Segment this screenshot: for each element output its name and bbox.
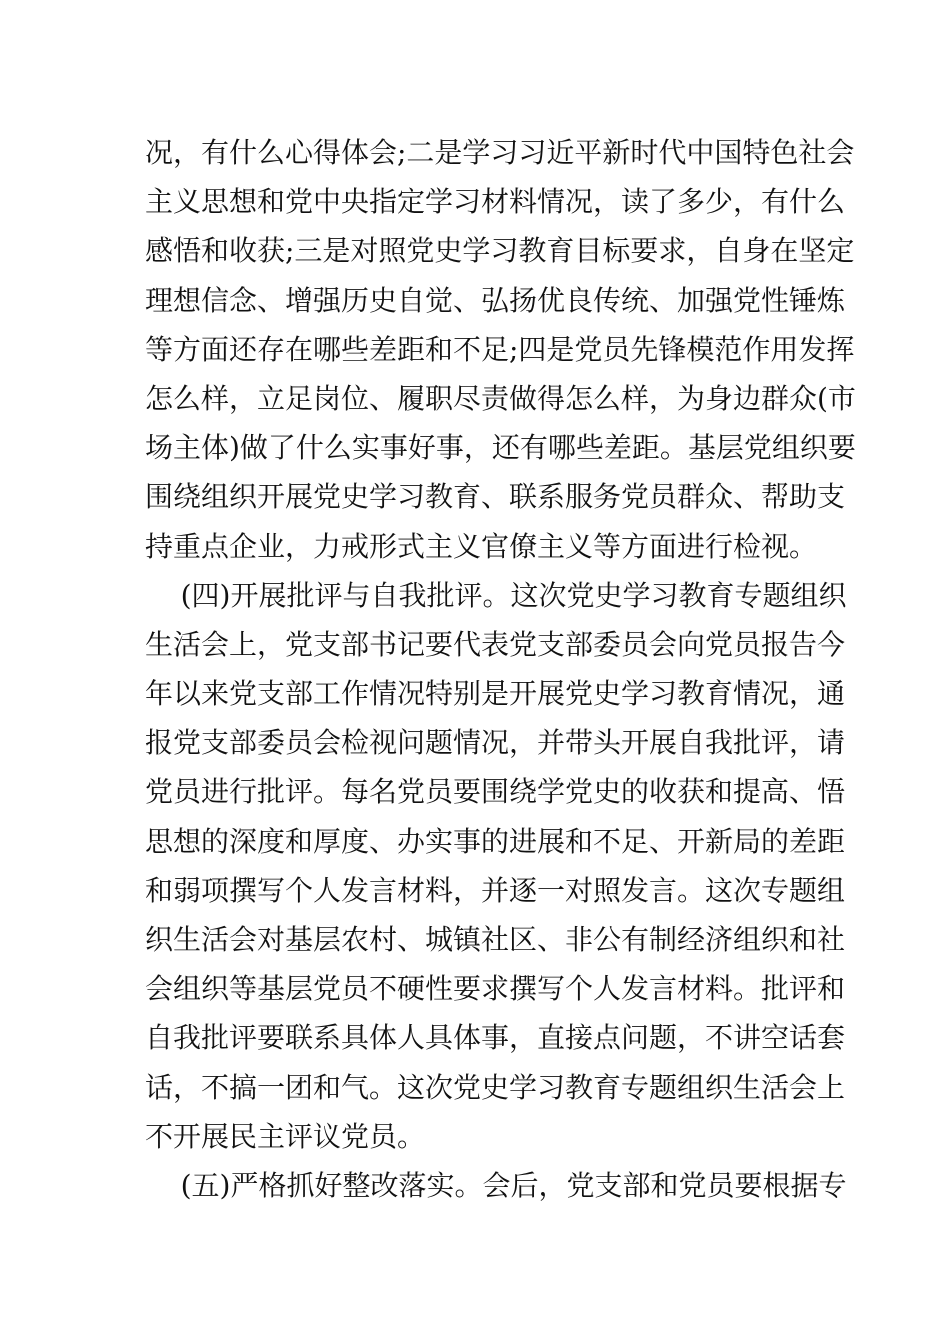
section-heading-four-line: (四)开展批评与自我批评。这次党史学习教育专题组织 — [145, 578, 847, 612]
body-line: 理想信念、增强历史自觉、弘扬优良传统、加强党性锤炼 — [145, 283, 846, 317]
body-line: 自我批评要联系具体人具体事，直接点问题，不讲空话套 — [145, 1021, 846, 1055]
document-body — [145, 128, 856, 1210]
body-line: 主义思想和党中央指定学习材料情况，读了多少，有什么 — [145, 185, 846, 219]
section-heading-five-line: (五)严格抓好整改落实。会后，党支部和党员要根据专 — [145, 1168, 847, 1202]
body-line: 党员进行批评。每名党员要围绕学党史的收获和提高、悟 — [145, 775, 846, 809]
body-line: 持重点企业，力戒形式主义官僚主义等方面进行检视。 — [145, 529, 818, 563]
body-line: 年以来党支部工作情况特别是开展党史学习教育情况，通 — [145, 677, 846, 711]
body-line: 报党支部委员会检视问题情况，并带头开展自我批评，请 — [145, 726, 846, 760]
body-line: 话，不搞一团和气。这次党史学习教育专题组织生活会上 — [145, 1070, 846, 1104]
body-line: 思想的深度和厚度、办实事的进展和不足、开新局的差距 — [145, 824, 846, 858]
body-line: 感悟和收获;三是对照党史学习教育目标要求，自身在坚定 — [145, 234, 855, 268]
body-line: 会组织等基层党员不硬性要求撰写个人发言材料。批评和 — [145, 972, 846, 1006]
body-line: 怎么样，立足岗位、履职尽责做得怎么样，为身边群众(市 — [145, 381, 856, 415]
body-line: 和弱项撰写个人发言材料，并逐一对照发言。这次专题组 — [145, 873, 846, 907]
body-line: 况，有什么心得体会;二是学习习近平新时代中国特色社会 — [145, 136, 855, 169]
body-line: 围绕组织开展党史学习教育、联系服务党员群众、帮助支 — [145, 480, 846, 514]
body-line: 场主体)做了什么实事好事，还有哪些差距。基层党组织要 — [145, 431, 856, 465]
body-line: 不开展民主评议党员。 — [145, 1119, 426, 1153]
body-line: 生活会上，党支部书记要代表党支部委员会向党员报告今 — [145, 627, 846, 661]
body-line: 等方面还存在哪些差距和不足;四是党员先锋模范作用发挥 — [145, 332, 855, 366]
body-line: 织生活会对基层农村、城镇社区、非公有制经济组织和社 — [145, 923, 846, 956]
